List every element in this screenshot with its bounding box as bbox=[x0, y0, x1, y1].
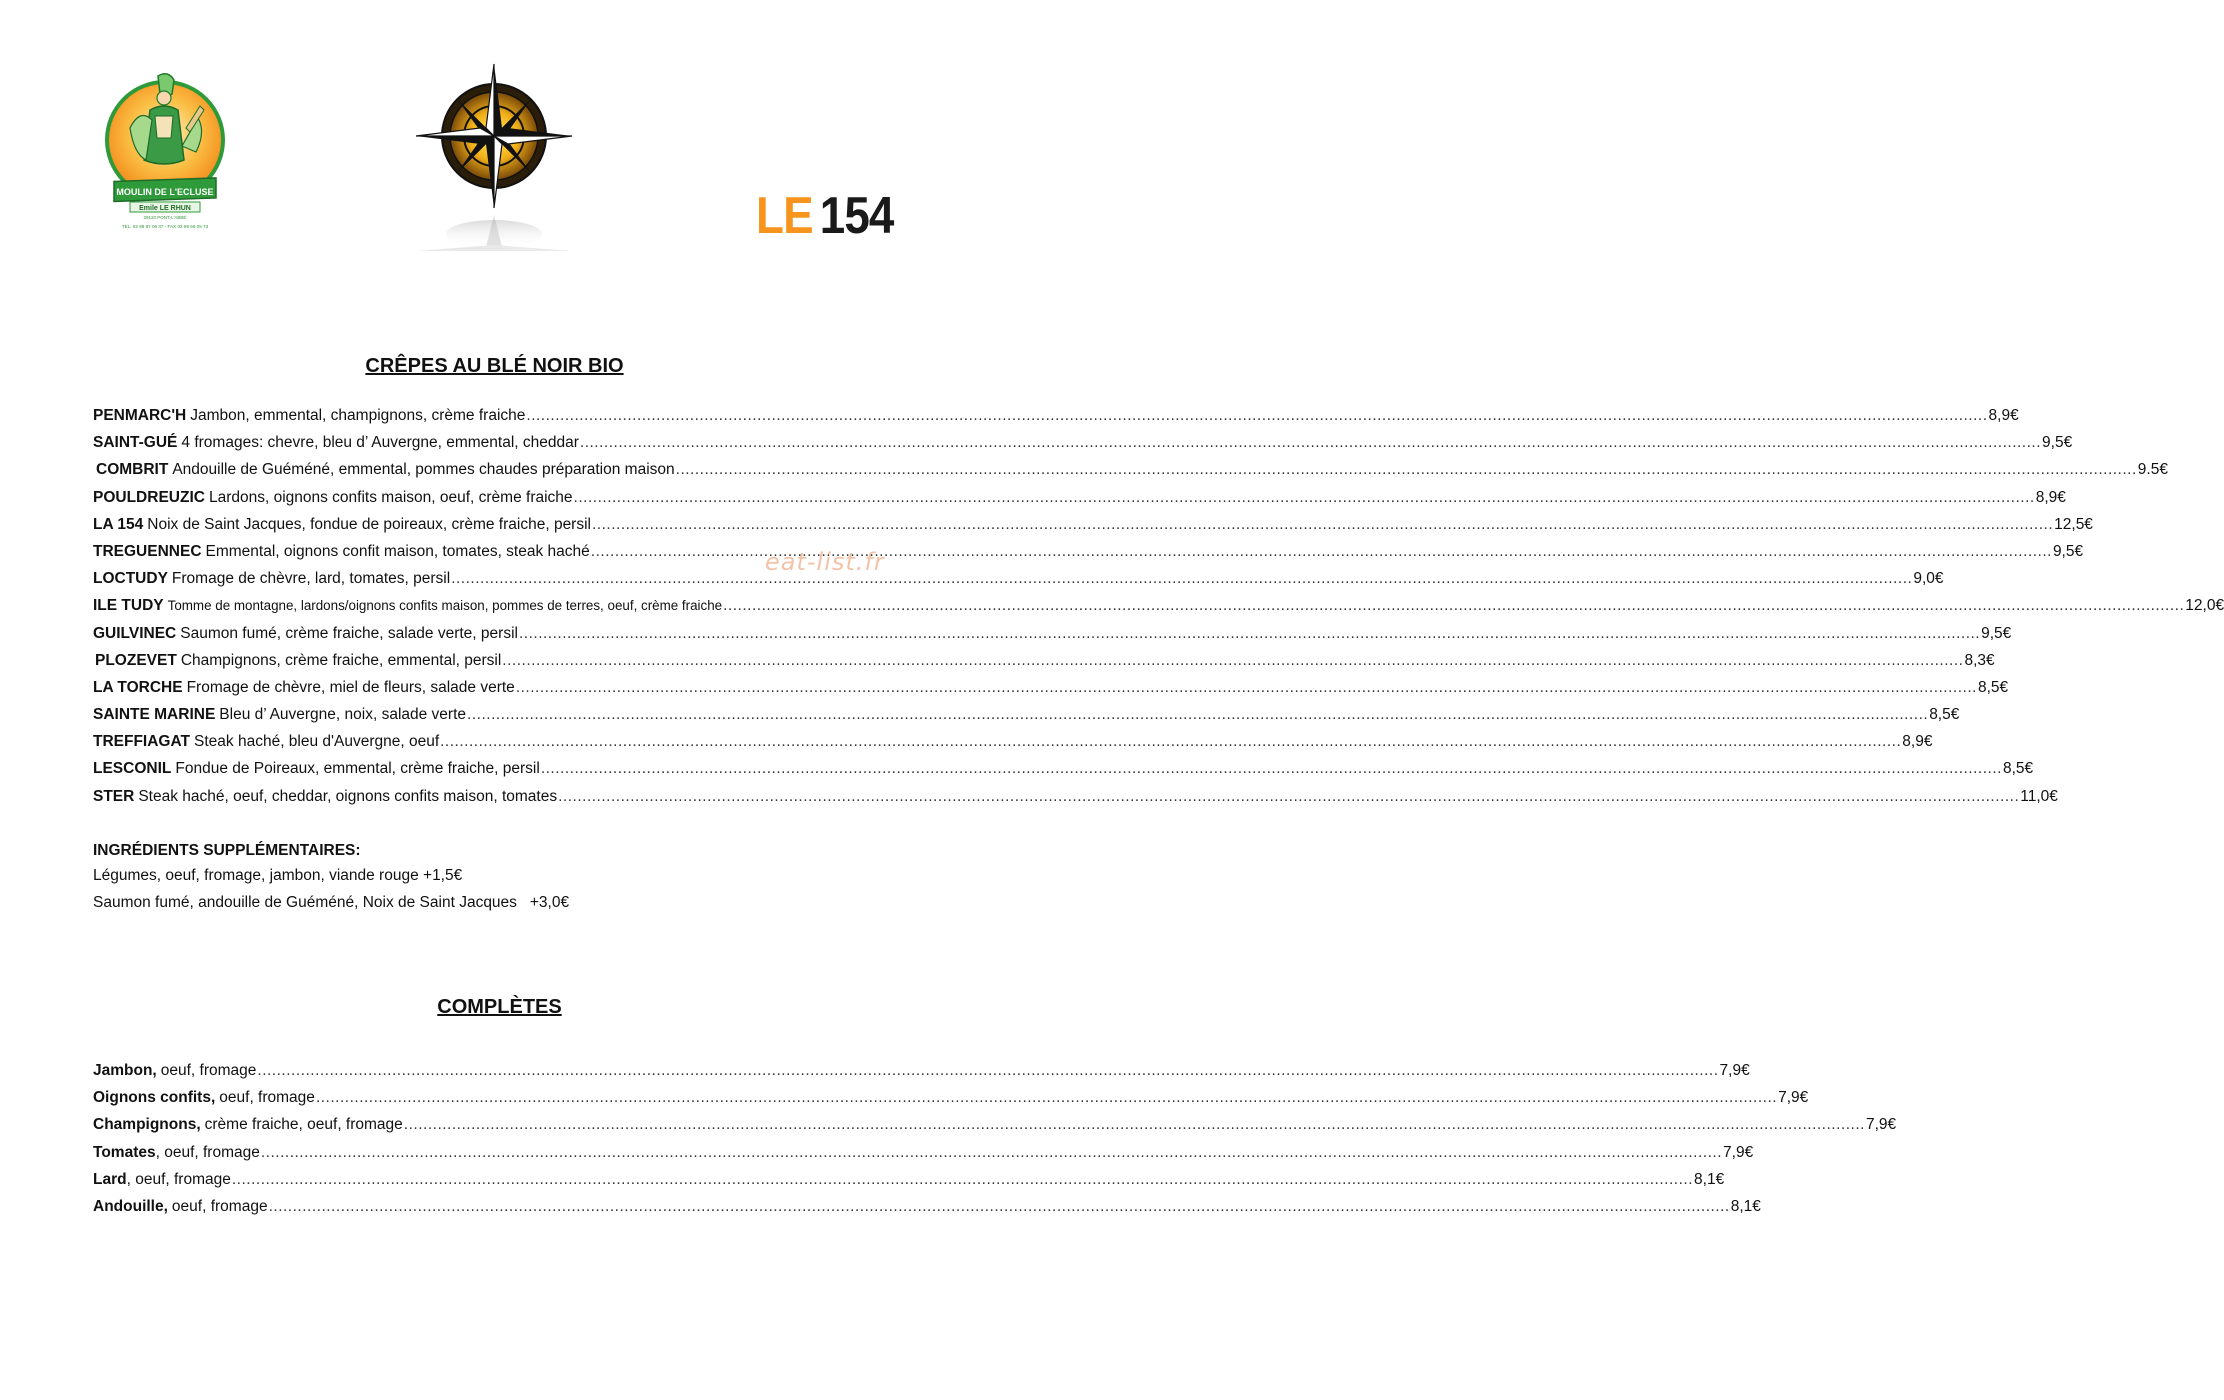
item-description: oeuf, fromage bbox=[219, 1089, 315, 1107]
item-name: Jambon, bbox=[93, 1062, 157, 1079]
crepes-menu-list bbox=[93, 407, 2224, 815]
item-name: Champignons, bbox=[93, 1116, 201, 1134]
leader-dots bbox=[676, 461, 2137, 479]
item-price: 9,5€ bbox=[1981, 624, 2012, 642]
item-price: 9.5€ bbox=[2137, 461, 2168, 479]
leader-dots bbox=[502, 652, 1963, 670]
item-price: 8,9€ bbox=[2035, 488, 2066, 506]
item-price: 7,9€ bbox=[1723, 1143, 1754, 1161]
moulin-logo-owner: Emile LE RHUN bbox=[139, 205, 191, 212]
item-description: Tomme de montagne, lardons/oignons confits maison, pommes de terres, oeuf, crème fraiche bbox=[167, 598, 723, 614]
item-description: 4 fromages: chevre, bleu d’ Auvergne, emmental, cheddar bbox=[181, 434, 579, 452]
extras-title: INGRÉDIENTS SUPPLÉMENTAIRES: bbox=[93, 842, 361, 859]
item-name: TREGUENNEC bbox=[93, 542, 202, 560]
menu-item bbox=[93, 488, 2066, 516]
item-price: 11,0€ bbox=[2020, 787, 2058, 805]
item-name: SAINTE MARINE bbox=[93, 706, 216, 724]
item-price: 8,9€ bbox=[1988, 407, 2019, 424]
leader-dots bbox=[723, 597, 2184, 615]
leader-dots bbox=[526, 407, 1987, 425]
item-price: 8,3€ bbox=[1964, 651, 1995, 669]
item-description: Steak haché, oeuf, cheddar, oignons confits maison, tomates bbox=[138, 787, 558, 805]
item-name: LOCTUDY bbox=[93, 570, 168, 588]
leader-dots bbox=[516, 679, 1977, 697]
item-name: LESCONIL bbox=[93, 760, 172, 778]
item-name: STER bbox=[93, 787, 135, 805]
moulin-de-lecluse-logo bbox=[100, 68, 230, 233]
menu-item bbox=[93, 1170, 1725, 1198]
crepes-section-title: CRÊPES AU BLÉ NOIR BIO bbox=[365, 355, 624, 377]
menu-item bbox=[93, 651, 1995, 679]
menu-item bbox=[93, 624, 2012, 652]
item-description: Champignons, crème fraiche, emmental, persil bbox=[180, 651, 502, 669]
brand-le: LE bbox=[756, 187, 813, 245]
item-price: 7,9€ bbox=[1865, 1116, 1897, 1134]
item-price: 9,0€ bbox=[1913, 570, 1944, 588]
item-price: 8,5€ bbox=[1929, 706, 1960, 724]
item-description: Emmental, oignons confit maison, tomates, steak haché bbox=[205, 542, 590, 560]
menu-item bbox=[93, 733, 1933, 760]
item-price: 7,9€ bbox=[1778, 1089, 1809, 1107]
leader-dots bbox=[467, 706, 1928, 724]
item-description: Lardons, oignons confits maison, oeuf, crème fraiche bbox=[208, 488, 573, 506]
item-name: Tomates bbox=[93, 1143, 156, 1161]
menu-item bbox=[93, 1062, 1750, 1089]
menu-item bbox=[93, 570, 1944, 597]
item-name: LA 154 bbox=[93, 515, 144, 533]
leader-dots bbox=[269, 1198, 1730, 1216]
completes-menu-list bbox=[93, 1062, 1897, 1225]
compass-rose-icon bbox=[410, 58, 578, 258]
moulin-logo-city: 29120 PONT-L'ABBÉ bbox=[143, 215, 187, 220]
leader-dots bbox=[541, 760, 2002, 778]
menu-item bbox=[93, 787, 2058, 815]
menu-item bbox=[93, 461, 2168, 488]
item-description: Andouille de Guéméné, emmental, pommes chaudes préparation maison bbox=[172, 461, 675, 479]
item-description: crème fraiche, oeuf, fromage bbox=[204, 1116, 403, 1134]
item-name: TREFFIAGAT bbox=[93, 733, 191, 751]
menu-item bbox=[93, 542, 2084, 570]
menu-item bbox=[93, 1089, 1809, 1116]
completes-section-title: COMPLÈTES bbox=[437, 996, 562, 1018]
item-description: Fromage de chèvre, lard, tomates, persil bbox=[171, 570, 451, 588]
item-description: , oeuf, fromage bbox=[155, 1143, 260, 1161]
brand-logo bbox=[756, 186, 893, 246]
item-price: 9,5€ bbox=[2052, 542, 2084, 560]
item-description: Fromage de chèvre, miel de fleurs, salade verte bbox=[186, 678, 515, 696]
menu-item bbox=[93, 1143, 1754, 1171]
item-name: ILE TUDY bbox=[93, 597, 164, 615]
item-name: POULDREUZIC bbox=[93, 488, 205, 506]
moulin-logo-name: MOULIN DE L'ECLUSE bbox=[116, 187, 214, 197]
item-description: Jambon, emmental, champignons, crème fraiche bbox=[190, 407, 526, 424]
menu-item bbox=[93, 678, 2009, 706]
item-description: Saumon fumé, crème fraiche, salade verte, persil bbox=[180, 624, 518, 642]
item-price: 12,5€ bbox=[2054, 515, 2093, 533]
item-name: PLOZEVET bbox=[95, 651, 177, 669]
menu-item bbox=[93, 597, 2224, 624]
item-description: Bleu d’ Auvergne, noix, salade verte bbox=[219, 706, 467, 724]
item-price: 9,5€ bbox=[2042, 434, 2073, 452]
item-description: Steak haché, bleu d'Auvergne, oeuf bbox=[194, 733, 440, 751]
leader-dots bbox=[440, 733, 1901, 751]
item-name: COMBRIT bbox=[96, 461, 169, 479]
item-name: GUILVINEC bbox=[93, 624, 177, 642]
leader-dots bbox=[404, 1116, 1865, 1134]
item-name: Andouille, bbox=[93, 1197, 168, 1215]
item-name: SAINT-GUÉ bbox=[93, 434, 178, 452]
leader-dots bbox=[580, 434, 2041, 452]
menu-item bbox=[93, 434, 2073, 461]
item-description: Noix de Saint Jacques, fondue de poireaux, crème fraiche, persil bbox=[147, 515, 591, 533]
leader-dots bbox=[232, 1171, 1693, 1189]
leader-dots bbox=[592, 516, 2053, 534]
leader-dots bbox=[257, 1062, 1718, 1080]
menu-item bbox=[93, 1116, 1897, 1143]
item-description: oeuf, fromage bbox=[160, 1062, 257, 1079]
menu-item bbox=[93, 1197, 1761, 1225]
item-price: 8,1€ bbox=[1730, 1197, 1761, 1215]
item-name: Lard bbox=[93, 1170, 127, 1188]
item-price: 12,0€ bbox=[2185, 597, 2224, 615]
item-price: 7,9€ bbox=[1719, 1062, 1750, 1079]
leader-dots bbox=[558, 788, 2019, 806]
leader-dots bbox=[451, 570, 1912, 588]
item-price: 8,5€ bbox=[2002, 760, 2034, 778]
leader-dots bbox=[591, 543, 2052, 561]
item-name: LA TORCHE bbox=[93, 678, 183, 696]
moulin-logo-contact: TEL. 02 98 87 06 37 - FAX 02 98 66 05 73 bbox=[121, 224, 209, 229]
item-price: 8,9€ bbox=[1902, 733, 1933, 751]
item-price: 8,5€ bbox=[1977, 678, 2009, 696]
leader-dots bbox=[261, 1144, 1722, 1162]
item-price: 8,1€ bbox=[1694, 1170, 1725, 1188]
leader-dots bbox=[316, 1089, 1777, 1107]
watermark: eat-list.fr bbox=[765, 548, 885, 576]
menu-item bbox=[93, 760, 2034, 787]
brand-number: 154 bbox=[819, 187, 894, 245]
leader-dots bbox=[574, 489, 2035, 507]
item-description: Fondue de Poireaux, emmental, crème fraiche, persil bbox=[175, 760, 540, 778]
extras-line: Saumon fumé, andouille de Guéméné, Noix de Saint Jacques +3,0€ bbox=[93, 894, 570, 911]
item-description: , oeuf, fromage bbox=[126, 1170, 231, 1188]
menu-item bbox=[93, 407, 2019, 434]
menu-item bbox=[93, 515, 2093, 543]
extra-ingredients bbox=[93, 842, 569, 921]
extras-line: Légumes, oeuf, fromage, jambon, viande rouge +1,5€ bbox=[93, 867, 463, 884]
leader-dots bbox=[519, 625, 1980, 643]
item-name: PENMARC'H bbox=[93, 407, 187, 424]
menu-item bbox=[93, 706, 1960, 733]
item-description: oeuf, fromage bbox=[171, 1197, 268, 1215]
item-name: Oignons confits, bbox=[93, 1089, 216, 1107]
